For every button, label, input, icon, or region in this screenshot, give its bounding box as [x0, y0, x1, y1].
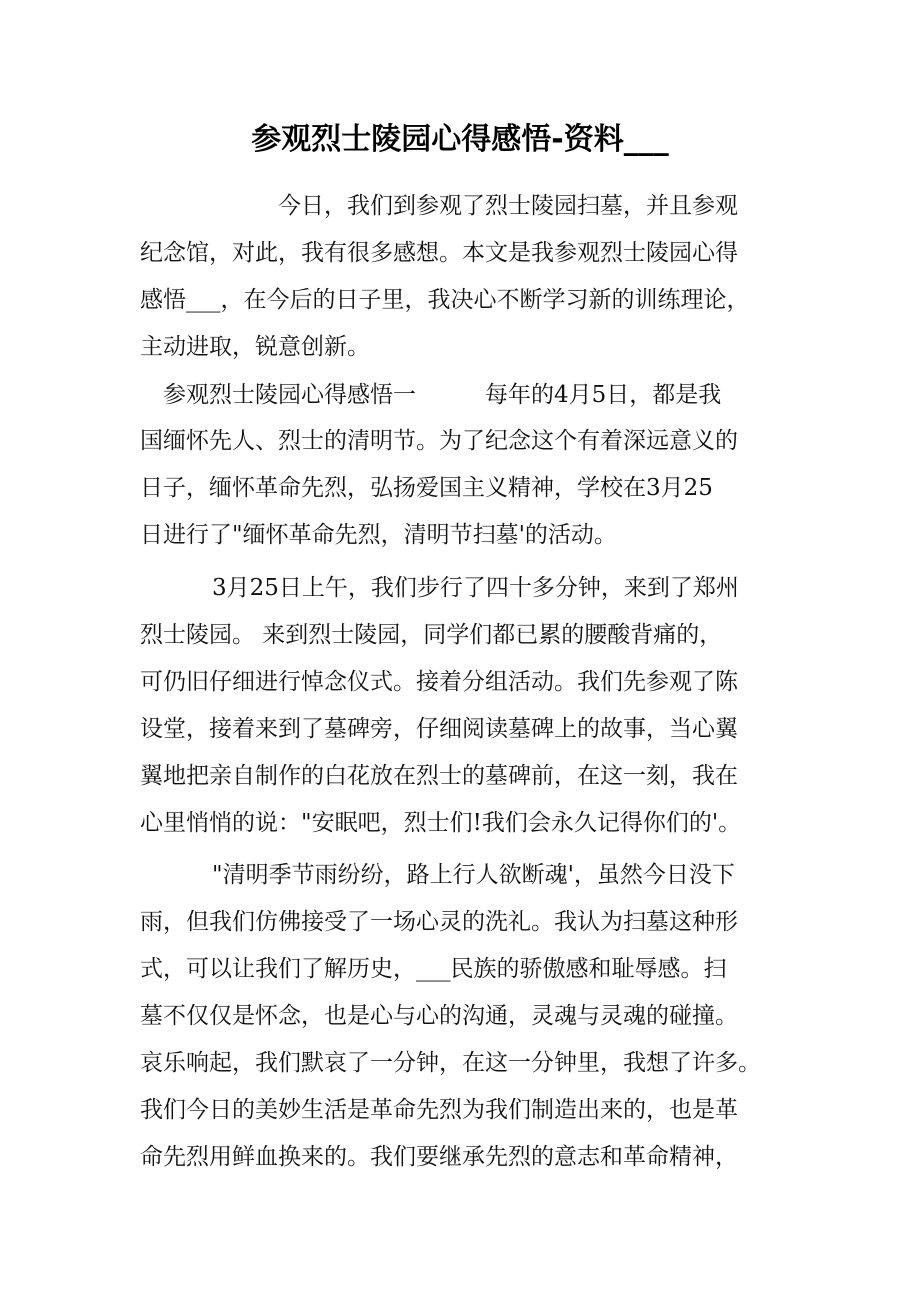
paragraph-line: 我们今日的美妙生活是革命先烈为我们制造出来的，也是革	[140, 1097, 738, 1123]
document-title: 参观烈士陵园心得感悟-资料___	[251, 122, 669, 157]
paragraph-line: 心里悄悄的说："安眠吧，烈士们!我们会永久记得你们的'。	[140, 810, 742, 836]
paragraph-line: 参观烈士陵园心得感悟一 每年的4月5日，都是我	[163, 382, 722, 408]
paragraph-line: 烈士陵园。 来到烈士陵园，同学们都已累的腰酸背痛的，	[140, 622, 723, 648]
paragraph-line: 感悟___，在今后的日子里，我决心不断学习新的训练理论，	[140, 287, 750, 313]
paragraph-line: 日子，缅怀革命先烈，弘扬爱国主义精神，学校在3月25	[140, 475, 713, 501]
paragraph-line: 哀乐响起，我们默哀了一分钟，在这一分钟里，我想了许多。	[140, 1050, 761, 1076]
paragraph-line: 设堂，接着来到了墓碑旁，仔细阅读墓碑上的故事，当心翼	[140, 716, 738, 742]
paragraph-line: 日进行了"缅怀革命先烈，清明节扫墓'的活动。	[140, 522, 617, 548]
paragraph-line: 可仍旧仔细进行悼念仪式。接着分组活动。我们先参观了陈	[140, 669, 738, 695]
paragraph-line: 主动进取，锐意创新。	[140, 334, 370, 360]
paragraph-line: 雨，但我们仿佛接受了一场心灵的洗礼。我认为扫墓这种形	[140, 909, 738, 935]
paragraph-line: 3月25日上午，我们步行了四十多分钟，来到了郑州	[212, 575, 739, 601]
paragraph-line: 翼地把亲自制作的白花放在烈士的墓碑前，在这一刻，我在	[140, 763, 738, 789]
paragraph-line: 式，可以让我们了解历史，___民族的骄傲感和耻辱感。扫	[140, 956, 727, 982]
paragraph-line: 国缅怀先人、烈士的清明节。为了纪念这个有着深远意义的	[140, 428, 738, 454]
paragraph-line: 纪念馆，对此，我有很多感想。本文是我参观烈士陵园心得	[140, 240, 738, 266]
paragraph-line: 墓不仅仅是怀念，也是心与心的沟通，灵魂与灵魂的碰撞。	[140, 1003, 738, 1029]
paragraph-line: 命先烈用鲜血换来的。我们要继承先烈的意志和革命精神，	[140, 1144, 738, 1170]
paragraph-line: "清明季节雨纷纷，路上行人欲断魂'，虽然今日没下	[212, 862, 735, 888]
paragraph-line: 今日，我们到参观了烈士陵园扫墓，并且参观	[278, 193, 738, 219]
